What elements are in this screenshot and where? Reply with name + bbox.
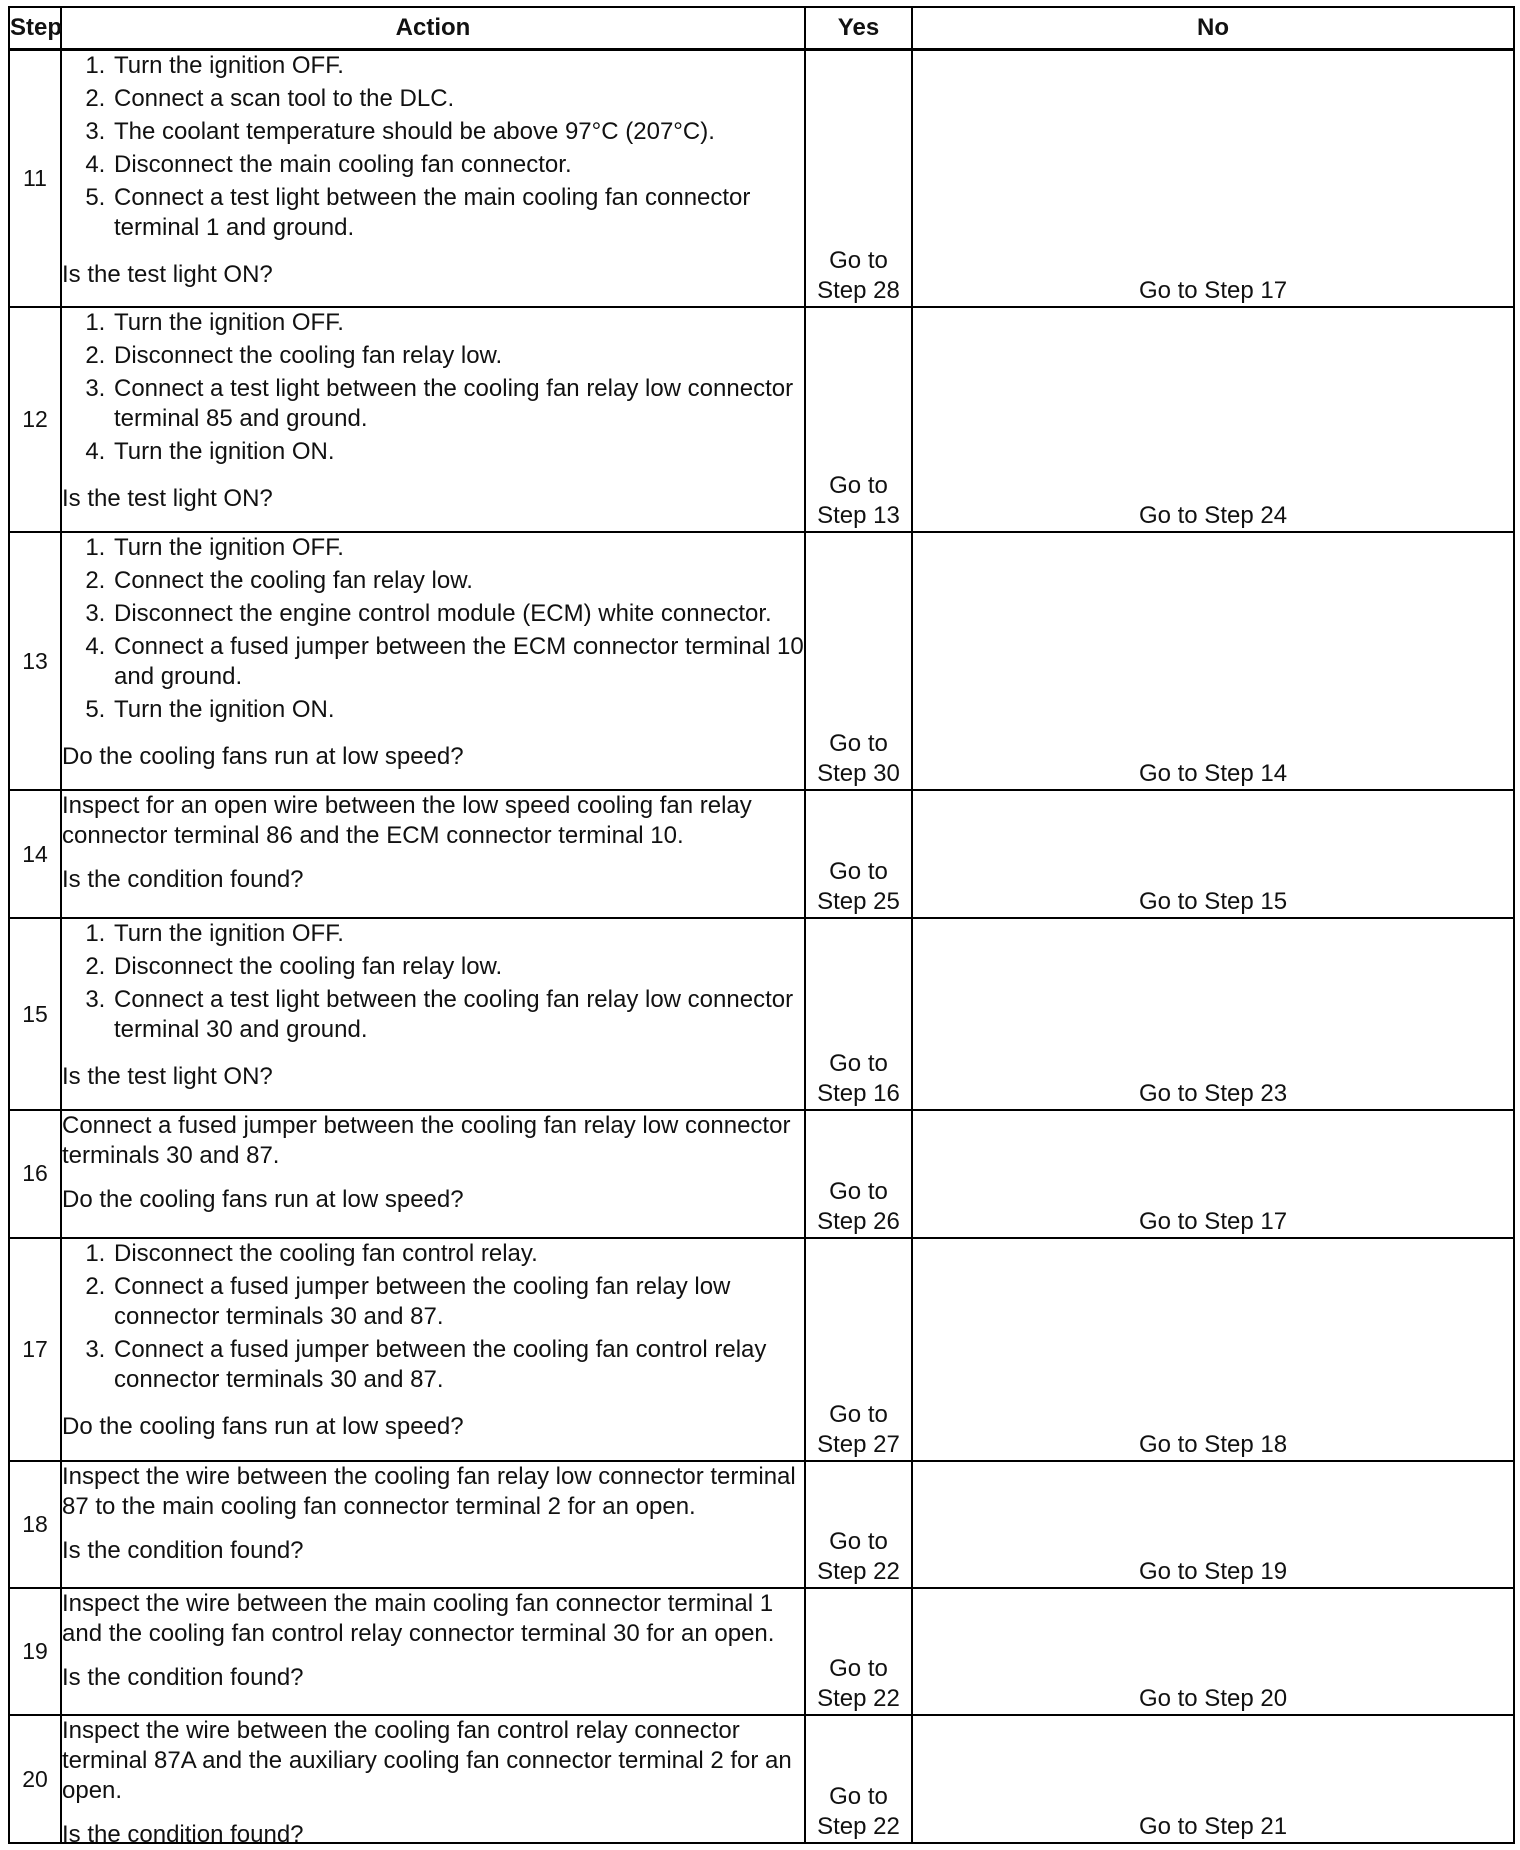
action-step-item: 3. The coolant temperature should be above 97°C (207°C). bbox=[112, 117, 804, 147]
action-cell bbox=[61, 1110, 805, 1237]
step-number: 16 bbox=[9, 1110, 61, 1237]
yes-cell bbox=[805, 1238, 912, 1461]
action-step-item: 1. Turn the ignition OFF. bbox=[112, 308, 804, 338]
action-steps-list bbox=[62, 919, 804, 1045]
action-cell bbox=[61, 790, 805, 917]
action-cell bbox=[61, 50, 805, 307]
action-step-item: 2. Connect a scan tool to the DLC. bbox=[112, 84, 804, 114]
table-body bbox=[9, 50, 1514, 1849]
yes-cell bbox=[805, 1461, 912, 1588]
header-no: No bbox=[912, 7, 1514, 50]
yes-goto-link: Go to Step 22 bbox=[817, 1528, 900, 1586]
action-cell bbox=[61, 918, 805, 1110]
action-cell bbox=[61, 1715, 805, 1849]
action-step-item: 4. Disconnect the main cooling fan connector. bbox=[112, 150, 804, 180]
table-row bbox=[9, 1110, 1514, 1237]
diagnostic-table bbox=[8, 6, 1515, 1849]
header-yes: Yes bbox=[805, 7, 912, 50]
step-number: 20 bbox=[9, 1715, 61, 1843]
table-row bbox=[9, 1715, 1514, 1843]
table-row bbox=[9, 1238, 1514, 1461]
table-row bbox=[9, 1461, 1514, 1588]
header-action: Action bbox=[61, 7, 805, 50]
action-step-item: 1. Disconnect the cooling fan control relay. bbox=[112, 1239, 804, 1269]
yes-goto-link: Go to Step 27 bbox=[817, 1400, 900, 1458]
action-cell bbox=[61, 1461, 805, 1588]
action-step-item: 1. Turn the ignition OFF. bbox=[112, 533, 804, 563]
no-goto-link: Go to Step 24 bbox=[912, 307, 1514, 532]
yes-goto-link: Go to Step 26 bbox=[817, 1177, 900, 1235]
yes-cell bbox=[805, 50, 912, 307]
action-step-item: 1. Turn the ignition OFF. bbox=[112, 919, 804, 949]
yes-goto-link: Go to Step 13 bbox=[817, 472, 900, 530]
yes-goto-link: Go to Step 30 bbox=[817, 730, 900, 788]
table-row bbox=[9, 918, 1514, 1110]
header-step: Step bbox=[9, 7, 61, 50]
table-row bbox=[9, 1588, 1514, 1715]
action-steps-list bbox=[62, 1239, 804, 1395]
no-goto-link: Go to Step 15 bbox=[912, 790, 1514, 917]
action-question: Is the test light ON? bbox=[62, 484, 273, 512]
yes-cell bbox=[805, 307, 912, 532]
step-number: 12 bbox=[9, 307, 61, 532]
action-step-item: 5. Connect a test light between the main cooling fan connector terminal 1 and ground. bbox=[112, 183, 804, 243]
action-question: Is the condition found? bbox=[62, 866, 304, 894]
step-number: 18 bbox=[9, 1461, 61, 1588]
no-goto-link: Go to Step 14 bbox=[912, 532, 1514, 790]
action-description: Connect a fused jumper between the cooling fan relay low connector terminals 30 and 87. bbox=[62, 1112, 791, 1170]
action-step-item: 3. Connect a fused jumper between the cooling fan control relay connector terminals 30 and 87. bbox=[112, 1335, 804, 1395]
action-cell bbox=[61, 1238, 805, 1461]
yes-cell bbox=[805, 1588, 912, 1715]
step-number: 14 bbox=[9, 790, 61, 917]
action-cell bbox=[61, 1588, 805, 1715]
action-step-item: 3. Disconnect the engine control module (ECM) white connector. bbox=[112, 599, 804, 629]
action-question: Is the condition found? bbox=[62, 1536, 304, 1564]
action-question: Do the cooling fans run at low speed? bbox=[62, 1186, 464, 1214]
step-number: 15 bbox=[9, 918, 61, 1110]
action-question: Do the cooling fans run at low speed? bbox=[62, 743, 464, 771]
action-question: Is the test light ON? bbox=[62, 261, 273, 288]
yes-goto-link: Go to Step 16 bbox=[817, 1050, 900, 1108]
no-goto-link: Go to Step 17 bbox=[912, 1110, 1514, 1237]
action-description: Inspect the wire between the main cooling fan connector terminal 1 and the cooling fan control relay connector terminal 30 for an open. bbox=[62, 1590, 775, 1648]
action-step-item: 3. Connect a test light between the cooling fan relay low connector terminal 85 and ground. bbox=[112, 374, 804, 434]
step-number: 13 bbox=[9, 532, 61, 790]
step-number: 11 bbox=[9, 50, 61, 307]
action-cell bbox=[61, 307, 805, 532]
no-goto-link: Go to Step 19 bbox=[912, 1461, 1514, 1588]
action-question: Is the condition found? bbox=[62, 1664, 304, 1692]
action-question: Do the cooling fans run at low speed? bbox=[62, 1412, 464, 1440]
yes-cell bbox=[805, 1715, 912, 1843]
action-step-item: 2. Connect the cooling fan relay low. bbox=[112, 566, 804, 596]
yes-cell bbox=[805, 532, 912, 790]
no-goto-link: Go to Step 20 bbox=[912, 1588, 1514, 1715]
no-goto-link: Go to Step 21 bbox=[912, 1715, 1514, 1843]
action-step-item: 2. Disconnect the cooling fan relay low. bbox=[112, 341, 804, 371]
action-cell bbox=[61, 532, 805, 790]
action-steps-list bbox=[62, 51, 804, 243]
table-row bbox=[9, 50, 1514, 307]
yes-goto-link: Go to Step 22 bbox=[817, 1655, 900, 1713]
yes-goto-link: Go to Step 22 bbox=[817, 1783, 900, 1840]
no-goto-link: Go to Step 23 bbox=[912, 918, 1514, 1110]
action-step-item: 2. Connect a fused jumper between the cooling fan relay low connector terminals 30 and 87. bbox=[112, 1272, 804, 1332]
table-row bbox=[9, 532, 1514, 790]
action-steps-list bbox=[62, 533, 804, 725]
no-goto-link: Go to Step 18 bbox=[912, 1238, 1514, 1461]
action-steps-list bbox=[62, 308, 804, 467]
yes-cell bbox=[805, 1110, 912, 1237]
action-step-item: 4. Turn the ignition ON. bbox=[112, 437, 804, 467]
action-step-item: 1. Turn the ignition OFF. bbox=[112, 51, 804, 81]
step-number: 19 bbox=[9, 1588, 61, 1715]
yes-goto-link: Go to Step 25 bbox=[817, 857, 900, 915]
action-description: Inspect for an open wire between the low speed cooling fan relay connector terminal 86 and the ECM connector terminal 10. bbox=[62, 792, 752, 850]
header-row bbox=[9, 7, 1514, 50]
action-step-item: 2. Disconnect the cooling fan relay low. bbox=[112, 952, 804, 982]
table-row bbox=[9, 790, 1514, 917]
action-description: Inspect the wire between the cooling fan control relay connector terminal 87A and the auxiliary cooling fan connector terminal 2 for an open. bbox=[62, 1717, 792, 1805]
action-step-item: 4. Connect a fused jumper between the ECM connector terminal 10 and ground. bbox=[112, 632, 804, 692]
action-description: Inspect the wire between the cooling fan relay low connector terminal 87 to the main cooling fan connector terminal 2 for an open. bbox=[62, 1462, 796, 1520]
action-step-item: 5. Turn the ignition ON. bbox=[112, 695, 804, 725]
yes-cell bbox=[805, 918, 912, 1110]
action-step-item: 3. Connect a test light between the cooling fan relay low connector terminal 30 and ground. bbox=[112, 985, 804, 1045]
yes-goto-link: Go to Step 28 bbox=[817, 246, 900, 304]
table-row bbox=[9, 307, 1514, 532]
action-question: Is the condition found? bbox=[62, 1821, 304, 1849]
step-number: 17 bbox=[9, 1238, 61, 1461]
yes-cell bbox=[805, 790, 912, 917]
no-goto-link: Go to Step 17 bbox=[912, 50, 1514, 307]
action-question: Is the test light ON? bbox=[62, 1062, 273, 1090]
